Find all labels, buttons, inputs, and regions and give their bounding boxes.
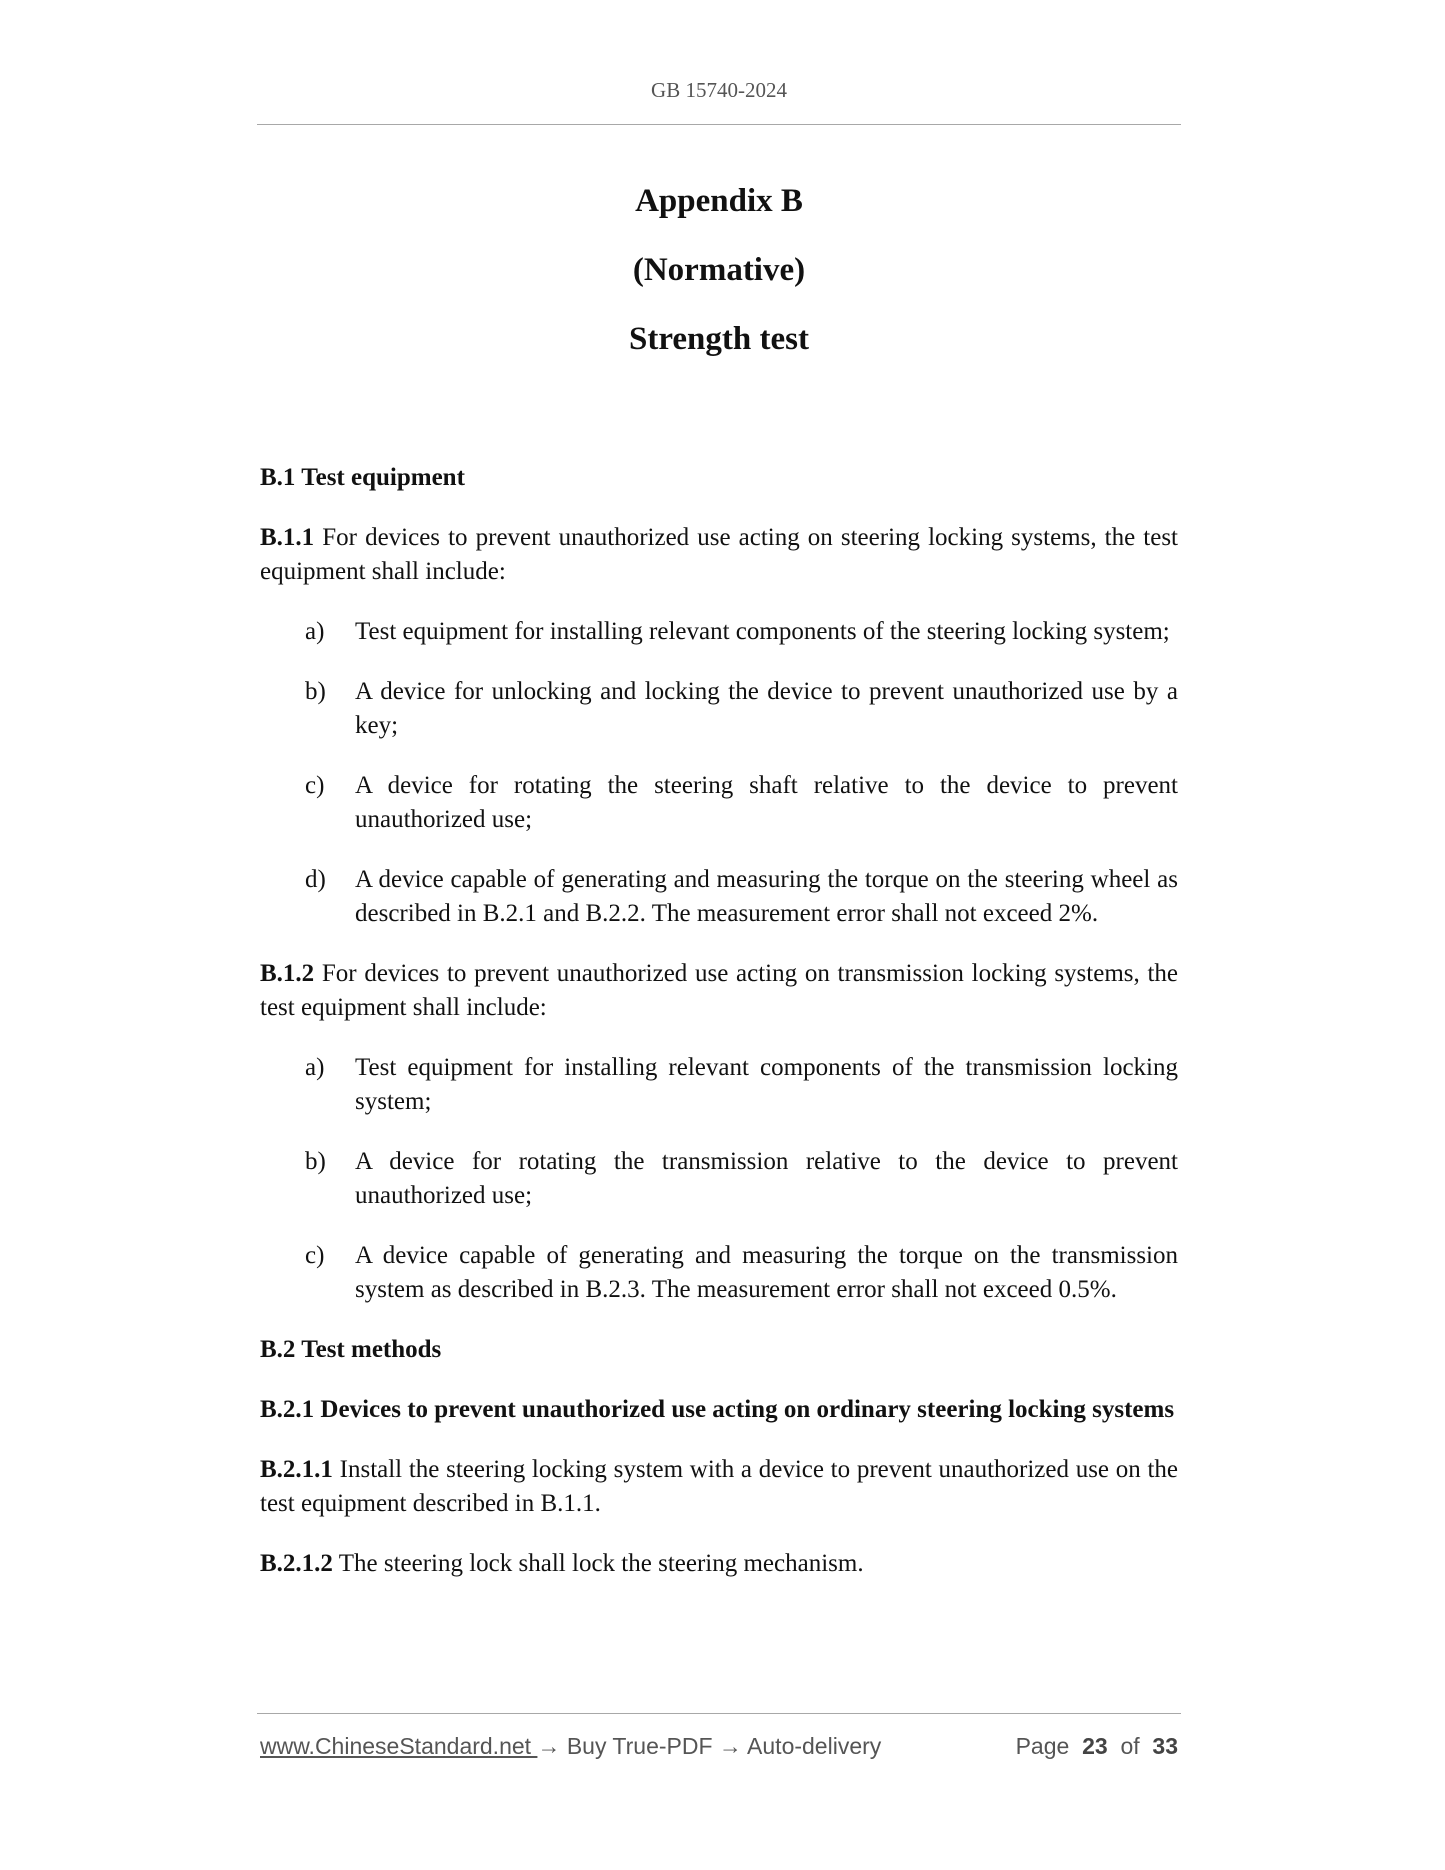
list-item	[260, 1239, 1178, 1307]
clause-b2111	[260, 1453, 1178, 1521]
page-footer	[260, 1733, 1178, 1763]
list-text: Test equipment for installing relevant components of the transmission locking system;	[355, 1054, 1178, 1115]
arrow-right-icon: →	[537, 1733, 561, 1759]
list-text: A device capable of generating and measuring the torque on the steering wheel as described in B.2.1 and B.2.2. The measurement error shall not exceed 2%.	[355, 866, 1178, 927]
clause-text: The steering lock shall lock the steering mechanism.	[332, 1550, 864, 1577]
header-divider	[257, 124, 1181, 125]
clause-b112	[260, 957, 1178, 1025]
auto-delivery-text: Auto-delivery	[741, 1733, 882, 1759]
list-text: A device capable of generating and measuring the torque on the transmission system as described in B.2.3. The measurement error shall not exceed 0.5%.	[355, 1242, 1178, 1303]
clause-b111	[260, 521, 1178, 589]
clause-b2112	[260, 1547, 1178, 1581]
list-marker: a)	[305, 618, 325, 645]
appendix-subject: Strength test	[629, 321, 809, 357]
section-heading-b2: B.2 Test methods	[260, 1336, 442, 1363]
appendix-title: Appendix B	[635, 183, 803, 219]
list-marker: b)	[305, 1148, 326, 1175]
of-label: of	[1120, 1733, 1140, 1759]
list-item	[260, 675, 1178, 743]
page-label: Page	[1015, 1733, 1070, 1759]
list-item	[260, 1145, 1178, 1213]
clause-number: B.1.2	[260, 960, 315, 987]
appendix-type: (Normative)	[632, 252, 806, 288]
document-header: GB 15740-2024	[651, 78, 787, 102]
arrow-right-icon: →	[718, 1733, 742, 1759]
page-number	[1016, 1733, 1178, 1760]
list-marker: c)	[305, 772, 325, 799]
website-link[interactable]: www.ChineseStandard.net	[260, 1733, 538, 1759]
document-body	[260, 461, 1178, 1581]
footer-divider	[257, 1713, 1181, 1714]
clause-text: For devices to prevent unauthorized use acting on transmission locking systems, the test equipment shall include:	[260, 960, 1178, 1021]
footer-promo	[260, 1733, 881, 1760]
total-pages: 33	[1152, 1733, 1178, 1759]
list-item	[260, 1051, 1178, 1119]
clause-number: B.2.1.1	[260, 1456, 333, 1483]
list-marker: a)	[305, 1054, 325, 1081]
section-heading-b1: B.1 Test equipment	[260, 464, 465, 491]
list-marker: d)	[305, 866, 326, 893]
clause-number: B.2.1.2	[260, 1550, 333, 1577]
list-item	[260, 769, 1178, 837]
buy-pdf-text: Buy True-PDF	[560, 1733, 719, 1759]
current-page: 23	[1082, 1733, 1108, 1759]
list-text: A device for unlocking and locking the device to prevent unauthorized use by a key;	[355, 678, 1178, 739]
clause-number: B.1.1	[260, 524, 315, 551]
list-text: A device for rotating the steering shaft relative to the device to prevent unauthorized use;	[355, 772, 1178, 833]
list-item	[260, 863, 1178, 931]
list-item	[260, 615, 1178, 649]
section-heading-b21: B.2.1 Devices to prevent unauthorized use acting on ordinary steering locking systems	[260, 1396, 1175, 1423]
list-text: A device for rotating the transmission relative to the device to prevent unauthorized use;	[355, 1148, 1178, 1209]
clause-text: For devices to prevent unauthorized use acting on steering locking systems, the test equipment shall include:	[260, 524, 1178, 585]
clause-text: Install the steering locking system with a device to prevent unauthorized use on the test equipment described in B.1.1.	[260, 1456, 1178, 1517]
list-marker: c)	[305, 1242, 325, 1269]
list-marker: b)	[305, 678, 326, 705]
list-text: Test equipment for installing relevant components of the steering locking system;	[355, 618, 1170, 645]
